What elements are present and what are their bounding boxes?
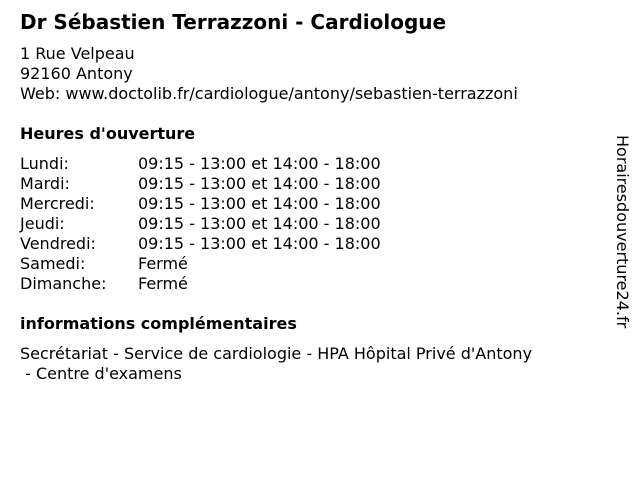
hours-time: Fermé — [138, 274, 188, 293]
hours-day: Jeudi: — [20, 214, 65, 233]
hours-time: 09:15 - 13:00 et 14:00 - 18:00 — [138, 174, 381, 193]
site-watermark: Horairesdouverture24.fr — [613, 135, 632, 329]
hours-day: Vendredi: — [20, 234, 96, 253]
hours-time: Fermé — [138, 254, 188, 273]
hours-time: 09:15 - 13:00 et 14:00 - 18:00 — [138, 214, 381, 233]
hours-heading: Heures d'ouverture — [20, 124, 196, 143]
hours-day: Dimanche: — [20, 274, 107, 293]
hours-time: 09:15 - 13:00 et 14:00 - 18:00 — [138, 194, 381, 213]
info-line: Secrétariat - Service de cardiologie - HPA Hôpital Privé d'Antony — [20, 344, 533, 363]
address-city: 92160 Antony — [20, 64, 133, 83]
hours-day: Mardi: — [20, 174, 70, 193]
address-street: 1 Rue Velpeau — [20, 44, 135, 63]
hours-time: 09:15 - 13:00 et 14:00 - 18:00 — [138, 234, 381, 253]
hours-day: Mercredi: — [20, 194, 95, 213]
page-title: Dr Sébastien Terrazzoni - Cardiologue — [20, 10, 447, 34]
hours-time: 09:15 - 13:00 et 14:00 - 18:00 — [138, 154, 381, 173]
address-block — [20, 44, 518, 104]
hours-day: Samedi: — [20, 254, 86, 273]
address-web: Web: www.doctolib.fr/cardiologue/antony/sebastien-terrazzoni — [20, 84, 518, 103]
info-heading: informations complémentaires — [20, 314, 297, 333]
info-text — [20, 344, 590, 384]
hours-day: Lundi: — [20, 154, 69, 173]
info-line: - Centre d'examens — [20, 364, 182, 383]
